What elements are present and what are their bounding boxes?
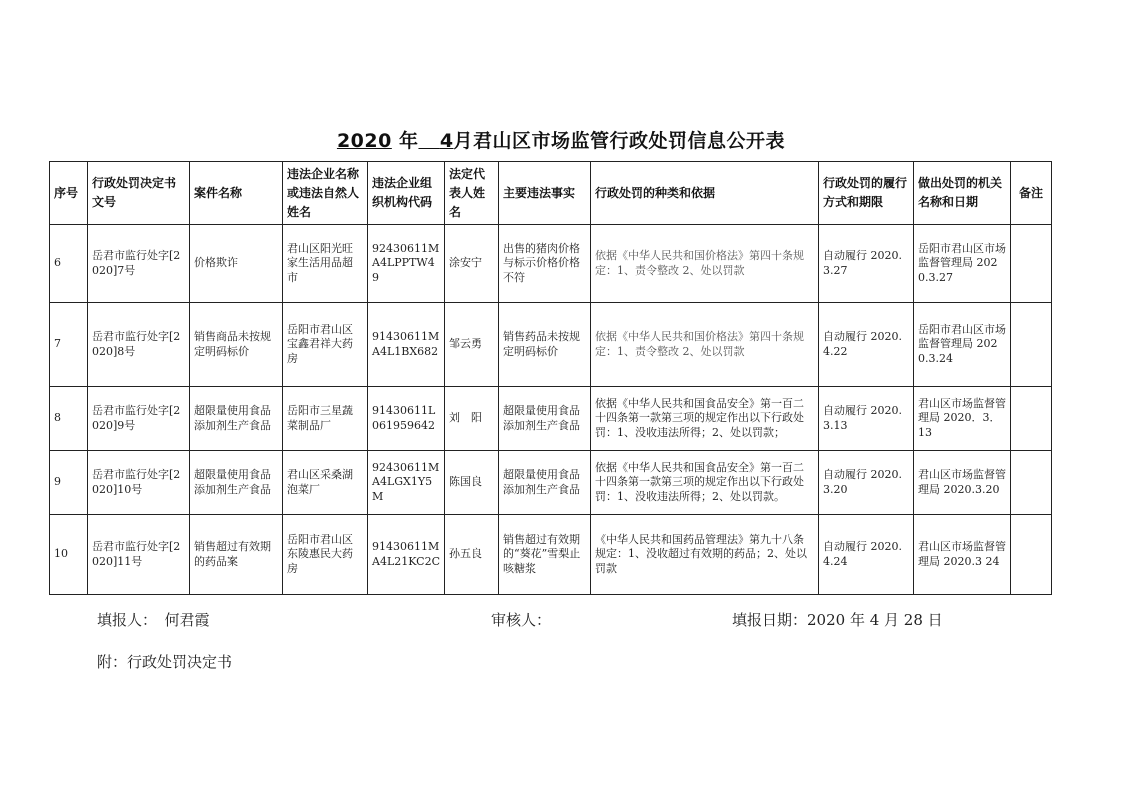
cell-doc-no: 岳君市监行处字[2020]10号: [88, 451, 190, 515]
cell-case-name: 价格欺诈: [190, 225, 283, 303]
cell-legal-rep: 刘 阳: [445, 387, 499, 451]
cell-legal-rep: 邹云勇: [445, 303, 499, 387]
title-year-suffix: 年: [391, 130, 419, 152]
title-year: 2020: [336, 130, 392, 152]
cell-penalty: 《中华人民共和国药品管理法》第九十八条规定：1、没收超过有效期的药品；2、处以罚款: [591, 515, 819, 595]
cell-no: 8: [50, 387, 88, 451]
cell-case-name: 超限量使用食品添加剂生产食品: [190, 451, 283, 515]
cell-execution: 自动履行 2020.3.20: [819, 451, 914, 515]
cell-no: 10: [50, 515, 88, 595]
col-header-authority: 做出处罚的机关名称和日期: [914, 162, 1011, 225]
col-header-no: 序号: [50, 162, 88, 225]
cell-penalty: 依据《中华人民共和国价格法》第四十条规定：1、责令整改 2、处以罚款: [591, 225, 819, 303]
cell-penalty: 依据《中华人民共和国价格法》第四十条规定：1、责令整改 2、处以罚款: [591, 303, 819, 387]
cell-no: 6: [50, 225, 88, 303]
cell-org-code: 92430611MA4LPPTW49: [368, 225, 445, 303]
table-row: [50, 515, 1052, 595]
cell-case-name: 超限量使用食品添加剂生产食品: [190, 387, 283, 451]
cell-party: 岳阳市君山区宝鑫君祥大药房: [283, 303, 368, 387]
table-row: [50, 451, 1052, 515]
cell-remark: [1011, 303, 1052, 387]
footer-filler: 填报人： 何君霞: [97, 611, 210, 629]
cell-party: 岳阳市君山区东陵惠民大药房: [283, 515, 368, 595]
penalty-table: [49, 161, 1052, 595]
table-row: [50, 225, 1052, 303]
cell-authority: 君山区市场监督管理局 2020．3．13: [914, 387, 1011, 451]
col-header-execution: 行政处罚的履行方式和期限: [819, 162, 914, 225]
cell-no: 9: [50, 451, 88, 515]
cell-authority: 君山区市场监督管理局 2020.3 24: [914, 515, 1011, 595]
cell-doc-no: 岳君市监行处字[2020]8号: [88, 303, 190, 387]
table-header-row: [50, 162, 1052, 225]
page-title: [0, 126, 1122, 153]
col-header-party: 违法企业名称或违法自然人姓名: [283, 162, 368, 225]
cell-doc-no: 岳君市监行处字[2020]9号: [88, 387, 190, 451]
cell-penalty: 依据《中华人民共和国食品安全》第一百二十四条第一款第三项的规定作出以下行政处罚：1、没收违法所得；2、处以罚款；: [591, 387, 819, 451]
cell-execution: 自动履行 2020.3.27: [819, 225, 914, 303]
cell-org-code: 91430611MA4L21KC2C: [368, 515, 445, 595]
footer-reviewer: 审核人：: [491, 611, 552, 629]
cell-no: 7: [50, 303, 88, 387]
footer-date: 填报日期：2020 年 4 月 28 日: [732, 611, 943, 629]
cell-doc-no: 岳君市监行处字[2020]7号: [88, 225, 190, 303]
footer-attachment: 附：行政处罚决定书: [97, 653, 233, 671]
cell-facts: 销售药品未按规定明码标价: [499, 303, 591, 387]
col-header-remark: 备注: [1011, 162, 1052, 225]
cell-authority: 岳阳市君山区市场监督管理局 2020.3.24: [914, 303, 1011, 387]
cell-remark: [1011, 387, 1052, 451]
cell-party: 岳阳市三星蔬菜制品厂: [283, 387, 368, 451]
cell-execution: 自动履行 2020.4.22: [819, 303, 914, 387]
cell-execution: 自动履行 2020.4.24: [819, 515, 914, 595]
cell-execution: 自动履行 2020.3.13: [819, 387, 914, 451]
col-header-doc-no: 行政处罚决定书文号: [88, 162, 190, 225]
table-row: [50, 303, 1052, 387]
cell-org-code: 91430611MA4L1BX682: [368, 303, 445, 387]
col-header-case-name: 案件名称: [190, 162, 283, 225]
cell-org-code: 92430611MA4LGX1Y5M: [368, 451, 445, 515]
title-rest: 月君山区市场监管行政处罚信息公开表: [453, 130, 786, 152]
col-header-facts: 主要违法事实: [499, 162, 591, 225]
col-header-penalty: 行政处罚的种类和依据: [591, 162, 819, 225]
cell-facts: 超限量使用食品添加剂生产食品: [499, 387, 591, 451]
cell-penalty: 依据《中华人民共和国食品安全》第一百二十四条第一款第三项的规定作出以下行政处罚：1、没收违法所得；2、处以罚款。: [591, 451, 819, 515]
cell-facts: 出售的猪肉价格与标示价格价格不符: [499, 225, 591, 303]
cell-doc-no: 岳君市监行处字[2020]11号: [88, 515, 190, 595]
cell-legal-rep: 孙五良: [445, 515, 499, 595]
cell-authority: 君山区市场监督管理局 2020.3.20: [914, 451, 1011, 515]
cell-party: 君山区阳光旺家生活用品超市: [283, 225, 368, 303]
cell-legal-rep: 陈国良: [445, 451, 499, 515]
cell-party: 君山区采桑湖泡菜厂: [283, 451, 368, 515]
table-row: [50, 387, 1052, 451]
cell-org-code: 91430611L061959642: [368, 387, 445, 451]
cell-case-name: 销售商品未按规定明码标价: [190, 303, 283, 387]
cell-facts: 销售超过有效期的“葵花”雪梨止咳糖浆: [499, 515, 591, 595]
cell-case-name: 销售超过有效期的药品案: [190, 515, 283, 595]
cell-remark: [1011, 225, 1052, 303]
title-month: 4: [439, 130, 454, 152]
cell-facts: 超限量使用食品添加剂生产食品: [499, 451, 591, 515]
cell-remark: [1011, 451, 1052, 515]
cell-legal-rep: 涂安宁: [445, 225, 499, 303]
col-header-legal-rep: 法定代表人姓名: [445, 162, 499, 225]
col-header-org-code: 违法企业组织机构代码: [368, 162, 445, 225]
cell-authority: 岳阳市君山区市场监督管理局 2020.3.27: [914, 225, 1011, 303]
cell-remark: [1011, 515, 1052, 595]
